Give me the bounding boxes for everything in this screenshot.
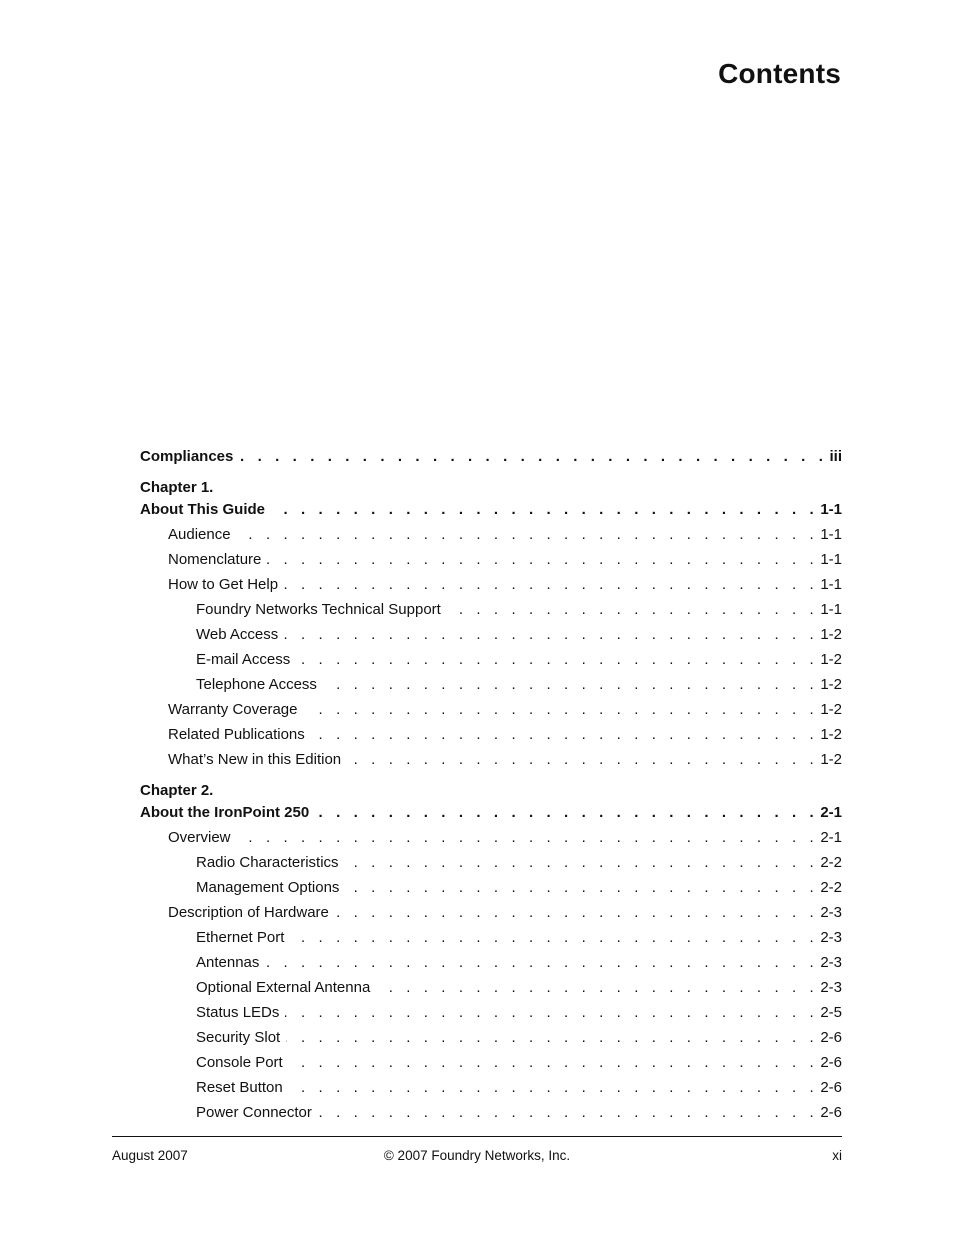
toc-entry-page: 2-5 (820, 1004, 842, 1021)
toc-entry[interactable] (140, 1025, 842, 1050)
toc-entry-page: 1-2 (820, 751, 842, 768)
toc-entry[interactable] (140, 672, 842, 697)
toc-entry-page: 1-1 (820, 601, 842, 618)
toc-entry-page: iii (829, 448, 842, 465)
toc-entry-title: Compliances (140, 448, 234, 465)
footer-date: August 2007 (112, 1148, 188, 1163)
dot-leader (335, 900, 818, 925)
toc-entry-page: 2-3 (820, 904, 842, 921)
toc-entry-title: E-mail Access (196, 651, 291, 668)
toc-entry[interactable] (140, 1000, 842, 1025)
toc-entry[interactable] (140, 572, 842, 597)
dot-leader (315, 800, 818, 825)
toc-entry-page: 1-2 (820, 651, 842, 668)
toc-entry-title: Status LEDs (196, 1004, 280, 1021)
toc-entry[interactable] (140, 875, 842, 900)
dot-leader (284, 572, 818, 597)
toc-entry-page: 1-2 (820, 701, 842, 718)
toc-entry[interactable] (140, 722, 842, 747)
toc-entry-page: 1-1 (820, 576, 842, 593)
toc-entry-title: Radio Characteristics (196, 854, 339, 871)
toc-entry-title: Optional External Antenna (196, 979, 371, 996)
dot-leader (239, 444, 827, 469)
chapter-1-label: Chapter 1. (140, 479, 214, 496)
dot-leader (285, 1000, 818, 1025)
toc-entry-page: 2-2 (820, 879, 842, 896)
toc-entry-title: Antennas (196, 954, 260, 971)
toc-entry-title: Telephone Access (196, 676, 317, 693)
toc-entry-page: 2-3 (820, 954, 842, 971)
footer-page-number: xi (832, 1148, 842, 1163)
dot-leader (304, 697, 819, 722)
toc-entry[interactable] (140, 697, 842, 722)
toc-entry-page: 1-1 (820, 526, 842, 543)
toc-entry-page: 2-3 (820, 979, 842, 996)
footer-divider (112, 1136, 842, 1137)
dot-leader (265, 950, 818, 975)
toc-entry-page: 2-2 (820, 854, 842, 871)
toc-entry[interactable] (140, 925, 842, 950)
toc-entry-page: 2-6 (820, 1079, 842, 1096)
toc-entry-page: 1-2 (820, 626, 842, 643)
dot-leader (267, 547, 818, 572)
toc-entry-title: Description of Hardware (168, 904, 329, 921)
toc-entry-page: 2-1 (820, 829, 842, 846)
toc-entry-page: 1-2 (820, 726, 842, 743)
toc-chapter-1[interactable] (140, 497, 842, 522)
toc-entry[interactable] (140, 1100, 842, 1125)
toc-entry-page: 2-1 (820, 804, 842, 821)
toc-entry-page: 1-1 (820, 551, 842, 568)
dot-leader (347, 747, 818, 772)
toc-entry-title: What’s New in this Edition (168, 751, 342, 768)
page-footer (112, 1148, 842, 1163)
dot-leader (376, 975, 818, 1000)
toc-entry-title: Security Slot (196, 1029, 281, 1046)
toc-entry-title: Audience (168, 526, 231, 543)
toc-entry-title: Web Access (196, 626, 279, 643)
toc-entry[interactable] (140, 747, 842, 772)
dot-leader (447, 597, 818, 622)
dot-leader (271, 497, 818, 522)
toc-entry-title: Ethernet Port (196, 929, 285, 946)
toc-entry-title: Console Port (196, 1054, 283, 1071)
toc-entry-title: Foundry Networks Technical Support (196, 601, 441, 618)
toc-entry[interactable] (140, 1075, 842, 1100)
toc-entry-page: 2-6 (820, 1104, 842, 1121)
dot-leader (318, 1100, 818, 1125)
dot-leader (345, 875, 818, 900)
dot-leader (323, 672, 818, 697)
chapter-2-label: Chapter 2. (140, 782, 214, 799)
toc-entry-page: 1-2 (820, 676, 842, 693)
toc-entry[interactable] (140, 547, 842, 572)
toc-entry-title: Management Options (196, 879, 340, 896)
page-title: Contents (718, 58, 841, 89)
table-of-contents (140, 444, 842, 1125)
toc-entry[interactable] (140, 975, 842, 1000)
toc-entry[interactable] (140, 647, 842, 672)
dot-leader (345, 850, 819, 875)
toc-entry-title: How to Get Help (168, 576, 279, 593)
dot-leader (290, 925, 818, 950)
dot-leader (237, 825, 819, 850)
toc-entry[interactable] (140, 622, 842, 647)
toc-entry-page: 2-3 (820, 929, 842, 946)
dot-leader (286, 1025, 818, 1050)
toc-entry[interactable] (140, 522, 842, 547)
toc-entry-title: About This Guide (140, 501, 265, 518)
toc-entry-title: Reset Button (196, 1079, 283, 1096)
toc-chapter-2[interactable] (140, 800, 842, 825)
dot-leader (289, 1075, 819, 1100)
toc-entry-compliances[interactable] (140, 444, 842, 469)
dot-leader (237, 522, 819, 547)
footer-copyright: © 2007 Foundry Networks, Inc. (383, 1148, 571, 1163)
toc-entry[interactable] (140, 900, 842, 925)
dot-leader (284, 622, 818, 647)
toc-entry[interactable] (140, 597, 842, 622)
dot-leader (289, 1050, 819, 1075)
toc-entry-title: Nomenclature (168, 551, 262, 568)
toc-entry[interactable] (140, 950, 842, 975)
toc-entry-page: 2-6 (820, 1054, 842, 1071)
toc-entry[interactable] (140, 1050, 842, 1075)
dot-leader (311, 722, 819, 747)
toc-entry-title: Power Connector (196, 1104, 312, 1121)
dot-leader (296, 647, 818, 672)
toc-entry-title: Warranty Coverage (168, 701, 298, 718)
toc-entry-title: Related Publications (168, 726, 305, 743)
chapter-1-entries (140, 522, 842, 772)
toc-entry-title: About the IronPoint 250 (140, 804, 310, 821)
toc-entry[interactable] (140, 825, 842, 850)
toc-entry-title: Overview (168, 829, 231, 846)
toc-entry[interactable] (140, 850, 842, 875)
toc-entry-page: 1-1 (820, 501, 842, 518)
toc-entry-page: 2-6 (820, 1029, 842, 1046)
chapter-2-entries (140, 825, 842, 1125)
